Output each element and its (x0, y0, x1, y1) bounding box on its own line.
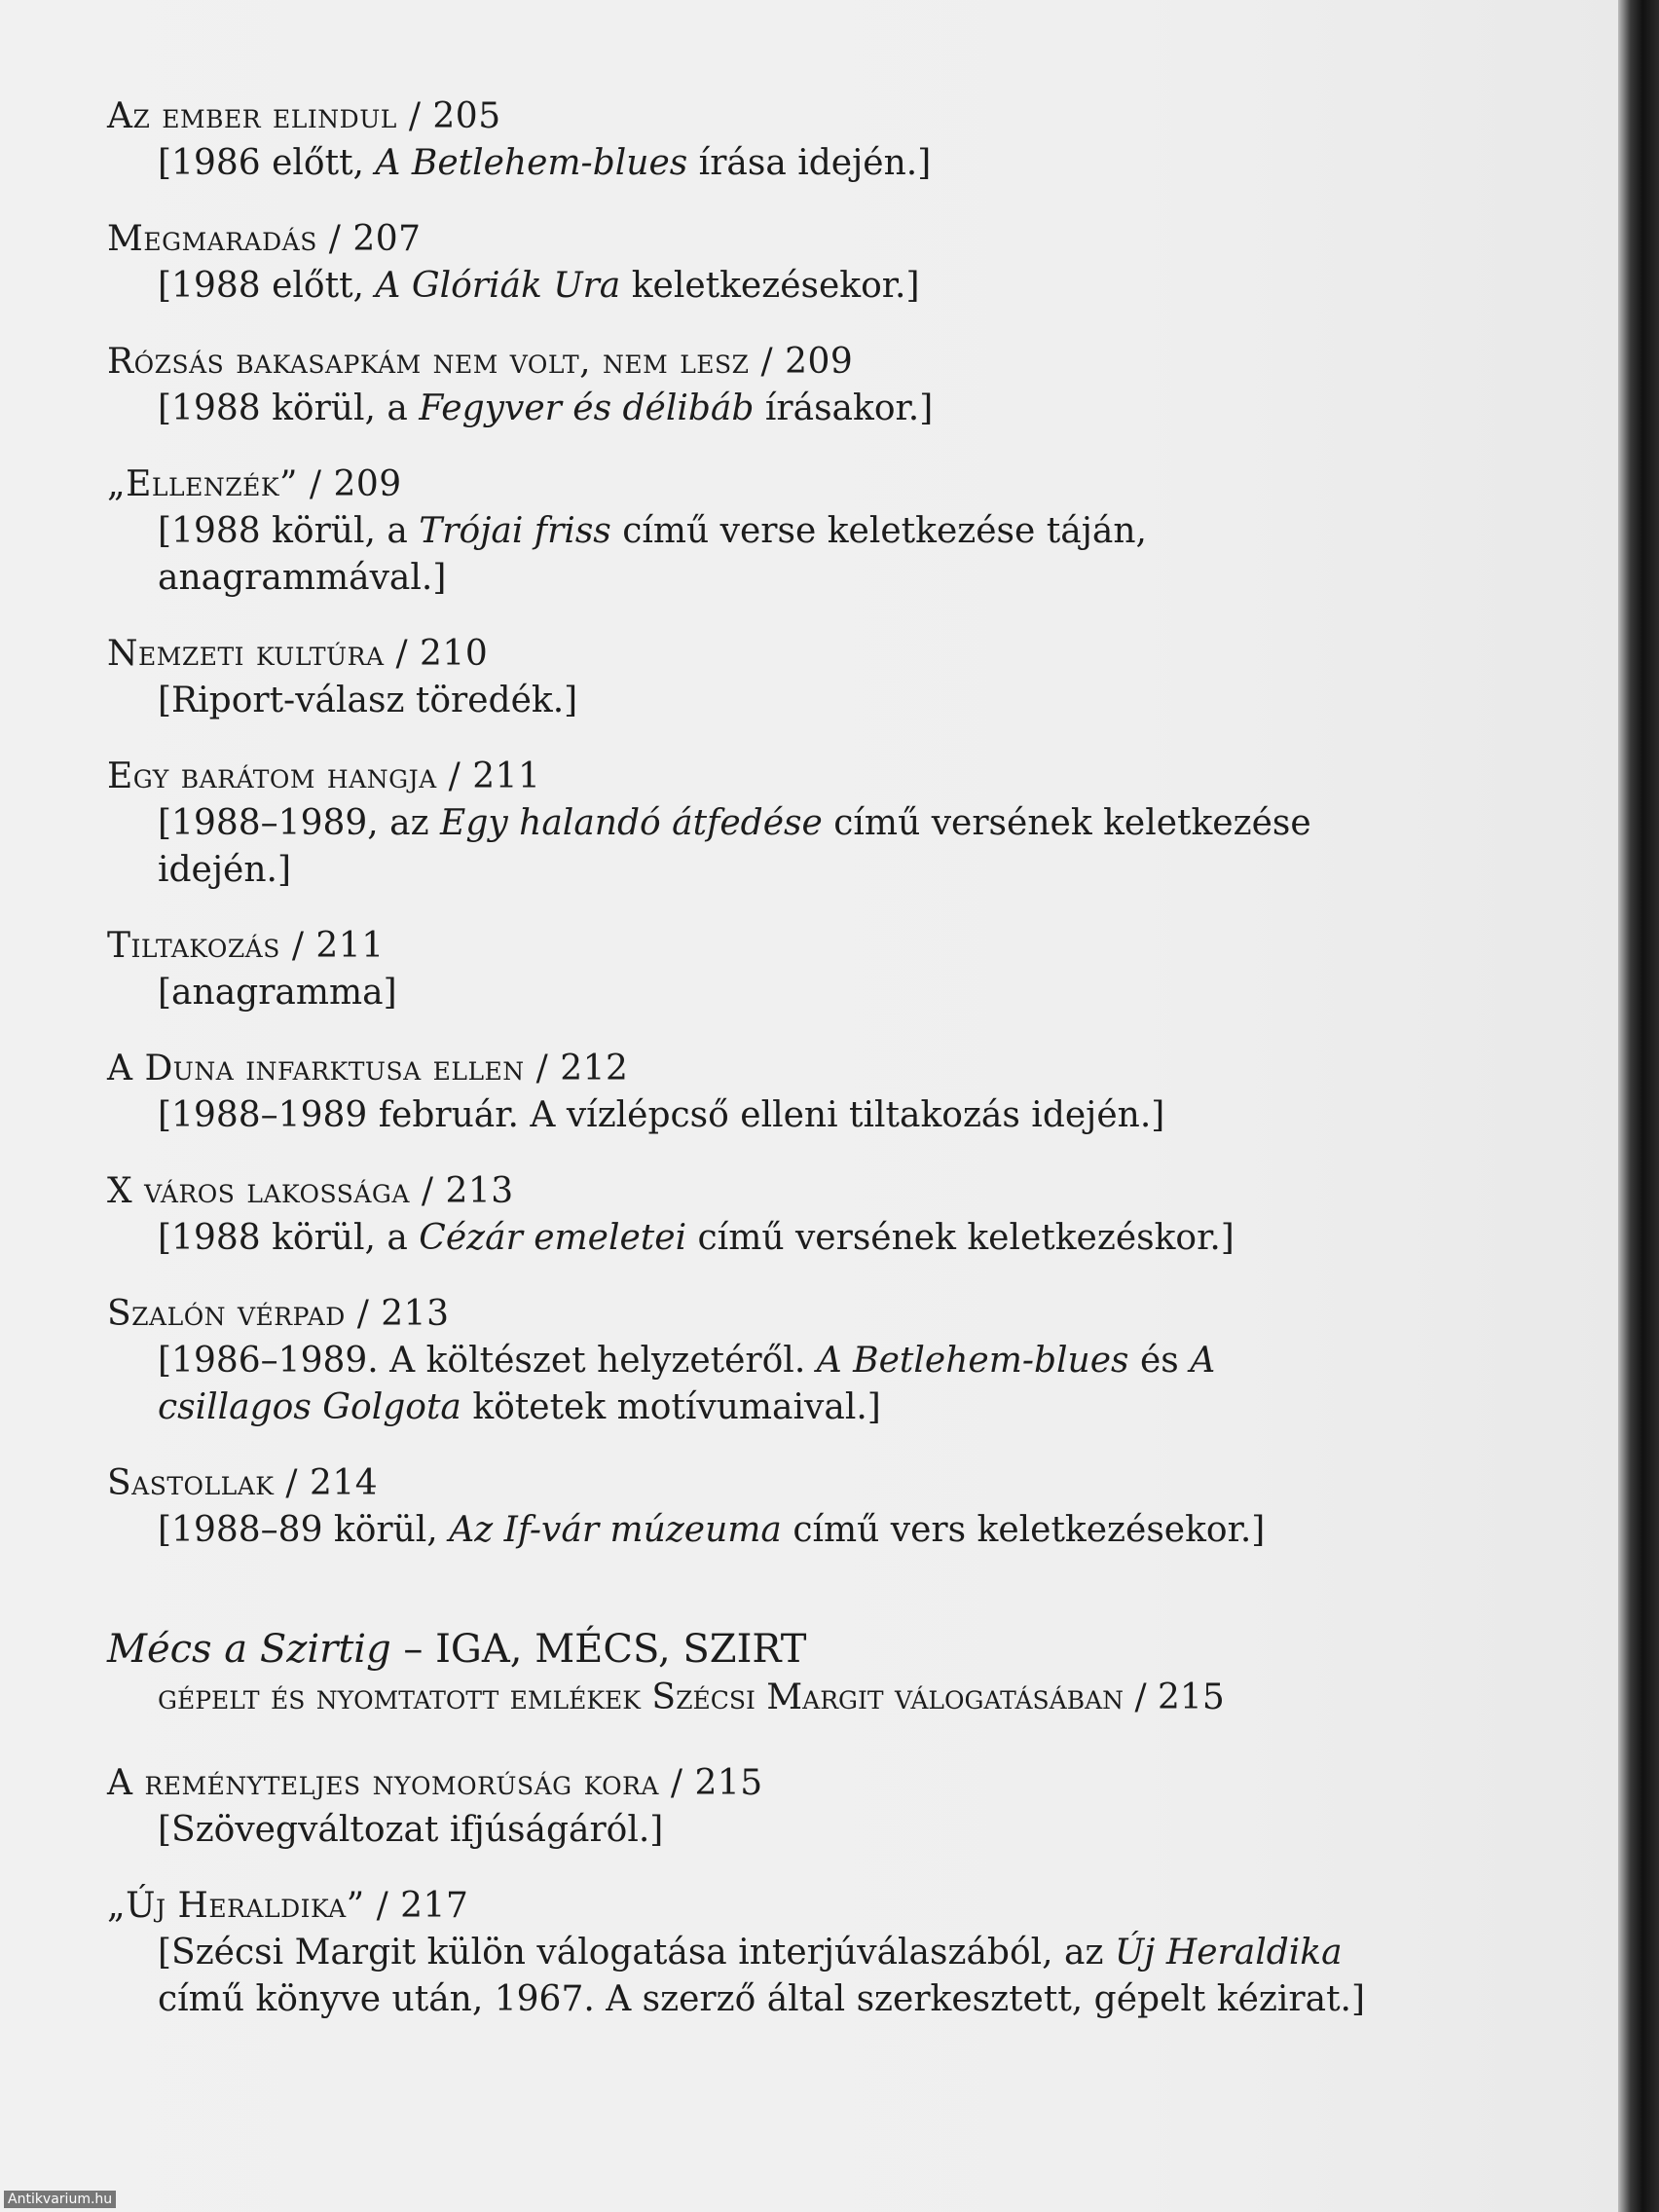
entry-title: A reményteljes nyomorúság kora (107, 1763, 659, 1803)
entry-note (158, 1507, 1373, 1554)
entry-list (107, 93, 1373, 1554)
entry-page-number: 215 (694, 1763, 763, 1803)
entry-note (158, 386, 1373, 432)
entry-title-line: „Új Heraldika” / 217 (107, 1886, 469, 1926)
entry-page-number: 211 (472, 756, 541, 796)
entry-note (158, 1092, 1373, 1139)
entry-title-line: Az ember elindul / 205 (107, 96, 501, 136)
toc-entry (107, 1760, 1373, 1854)
entry-note (158, 1215, 1373, 1262)
section-title (107, 1624, 1373, 1675)
section-subtitle: gépelt és nyomtatott emlékek Szécsi Margit válogatásában / 215 (158, 1677, 1225, 1717)
note-work-title: A Betlehem-blues (816, 1341, 1129, 1381)
entry-title: „Új Heraldika” (107, 1886, 365, 1926)
toc-entry (107, 216, 1373, 310)
entry-page-number: 207 (352, 219, 422, 259)
toc-entry (107, 754, 1373, 894)
note-text: [1988 körül, a (158, 1218, 420, 1258)
note-work-title: Új Heraldika (1114, 1933, 1343, 1972)
section-title-italic: Mécs a Szirtig (107, 1627, 391, 1672)
entry-title: Megmaradás (107, 219, 317, 259)
toc-entry (107, 1460, 1373, 1554)
entry-title-line: X város lakossága / 213 (107, 1171, 514, 1211)
entry-title-line: A reményteljes nyomorúság kora / 215 (107, 1763, 763, 1803)
book-spine-shadow (1618, 0, 1659, 2212)
entry-page-number: 213 (445, 1171, 514, 1211)
note-text: [1988 körül, a (158, 511, 420, 551)
entry-page-number: 213 (381, 1294, 450, 1334)
entry-title-line: Megmaradás / 207 (107, 219, 422, 259)
toc-entry (107, 1046, 1373, 1139)
note-text: [1988 előtt, (158, 266, 376, 306)
entry-page-number: 209 (333, 464, 402, 504)
section-page-number: 215 (1158, 1677, 1225, 1717)
entry-note (158, 508, 1373, 602)
section-heading (107, 1624, 1373, 1721)
entry-title-line: Rózsás bakasapkám nem volt, nem lesz / 209 (107, 342, 854, 382)
note-text: [Riport-válasz töredék.] (158, 681, 578, 720)
entry-page-number: 214 (309, 1463, 379, 1503)
note-text: [1986 előtt, (158, 143, 376, 183)
note-work-title: Cézár emeletei (419, 1218, 687, 1258)
note-text: [anagramma] (158, 973, 397, 1013)
entry-page-number: 205 (432, 96, 501, 136)
entry-title-line: Tiltakozás / 211 (107, 926, 385, 966)
entry-title: Rózsás bakasapkám nem volt, nem lesz (107, 342, 750, 382)
section-subtitle-text: gépelt és nyomtatott emlékek Szécsi Margit válogatásában (158, 1677, 1124, 1717)
entry-title-line: A Duna infarktusa ellen / 212 (107, 1049, 629, 1088)
note-text: [1986–1989. A költészet helyzetéről. (158, 1341, 817, 1381)
note-text: [1988–89 körül, (158, 1510, 450, 1550)
entry-title-line: Sastollak / 214 (107, 1463, 379, 1503)
note-work-title: A Glóriák Ura (375, 266, 621, 306)
entry-title: Tiltakozás (107, 926, 280, 966)
note-text: című verse keletkezése táján, anagrammával.] (158, 511, 1147, 598)
note-text: és (1128, 1341, 1191, 1381)
entry-title: A Duna infarktusa ellen (107, 1049, 525, 1088)
table-of-contents (107, 93, 1373, 2052)
entry-list-2 (107, 1760, 1373, 2023)
entry-page-number: 210 (420, 634, 489, 674)
entry-note (158, 140, 1373, 187)
toc-entry (107, 1168, 1373, 1262)
note-text: című vers keletkezésekor.] (781, 1510, 1266, 1550)
note-text: írásakor.] (754, 388, 934, 428)
entry-page-number: 212 (560, 1049, 629, 1088)
entry-page-number: 209 (785, 342, 854, 382)
toc-entry (107, 339, 1373, 432)
note-text: [1988–1989 február. A vízlépcső elleni tiltakozás idején.] (158, 1095, 1165, 1135)
note-text: keletkezésekor.] (620, 266, 920, 306)
entry-title-line: Szalón vérpad / 213 (107, 1294, 450, 1334)
note-work-title: Trójai friss (419, 511, 611, 551)
entry-page-number: 211 (315, 926, 385, 966)
toc-entry (107, 93, 1373, 187)
note-text: című versének keletkezéskor.] (686, 1218, 1235, 1258)
note-text: írása idején.] (687, 143, 932, 183)
section-title-rest: – IGA, MÉCS, SZIRT (390, 1627, 807, 1672)
entry-title: „Ellenzék” (107, 464, 298, 504)
entry-title: Nemzeti kultúra (107, 634, 385, 674)
entry-note (158, 1338, 1373, 1431)
note-text: [1988 körül, a (158, 388, 420, 428)
entry-title: Sastollak (107, 1463, 275, 1503)
entry-note (158, 970, 1373, 1016)
toc-entry (107, 461, 1373, 602)
entry-title: Az ember elindul (107, 96, 397, 136)
note-work-title: A csillagos Golgota (158, 1341, 1216, 1427)
toc-entry (107, 923, 1373, 1016)
note-work-title: Egy halandó átfedése (440, 803, 823, 843)
entry-note (158, 1807, 1373, 1854)
toc-entry (107, 1883, 1373, 2023)
note-text: kötetek motívumaival.] (461, 1387, 881, 1427)
entry-note (158, 678, 1373, 724)
note-text: című könyve után, 1967. A szerző által szerkesztett, gépelt kézirat.] (158, 1979, 1366, 2019)
entry-title: X város lakossága (107, 1171, 410, 1211)
note-text: [Szövegváltozat ifjúságáról.] (158, 1810, 664, 1850)
entry-note (158, 800, 1373, 894)
entry-page-number: 217 (400, 1886, 469, 1926)
note-work-title: A Betlehem-blues (375, 143, 688, 183)
toc-entry (107, 631, 1373, 724)
note-work-title: Az If-vár múzeuma (449, 1510, 782, 1550)
note-text: [Szécsi Margit külön válogatása interjúválaszából, az (158, 1933, 1115, 1972)
note-text: [1988–1989, az (158, 803, 441, 843)
entry-title-line: „Ellenzék” / 209 (107, 464, 402, 504)
entry-title: Egy barátom hangja (107, 756, 437, 796)
entry-title-line: Egy barátom hangja / 211 (107, 756, 541, 796)
entry-title-line: Nemzeti kultúra / 210 (107, 634, 489, 674)
entry-title: Szalón vérpad (107, 1294, 346, 1334)
entry-note (158, 263, 1373, 310)
note-work-title: Fegyver és délibáb (419, 388, 755, 428)
note-text: című versének keletkezése idején.] (158, 803, 1311, 890)
entry-note (158, 1930, 1373, 2023)
watermark-logo: Antikvarium.hu (4, 2191, 116, 2208)
toc-entry (107, 1291, 1373, 1431)
